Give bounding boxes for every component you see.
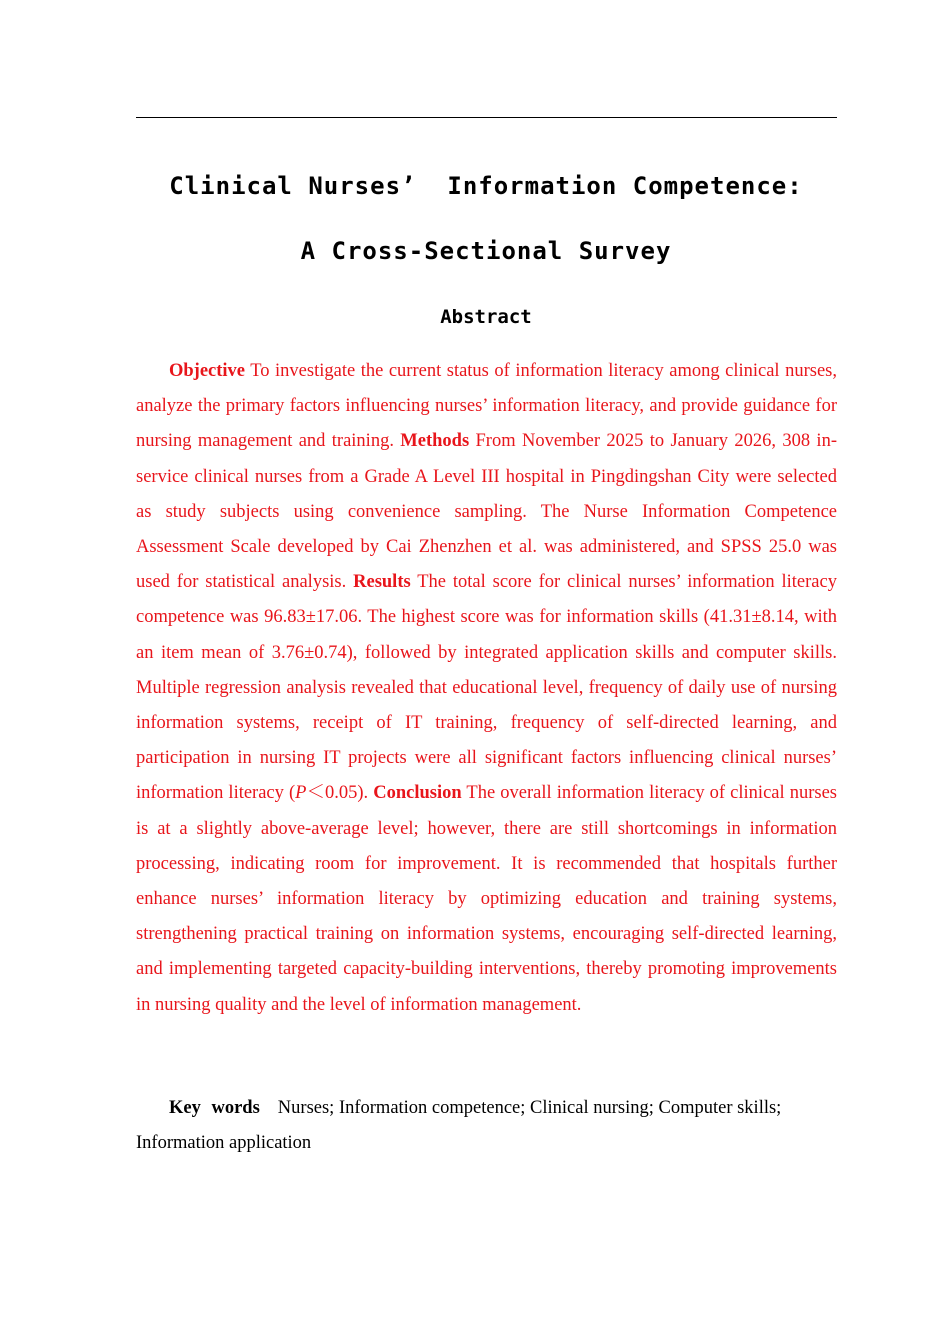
keywords	[136, 1091, 837, 1161]
conclusion-text: The overall information literacy of clinical nurses is at a slightly above-average level; however, there are still shortcomings in information processing, indicating room for improvement. It is recommended that hospitals further enhance nurses’ information literacy by optimizing education and training systems, strengthening practical training on information systems, encouraging self-directed learning, and implementing targeted capacity-building interventions, thereby promoting improvements in nursing quality and the level of information management.	[136, 783, 837, 1015]
results-text: The total score for clinical nurses’ information literacy competence was 96.83±17.06. The highest score was for information skills (41.31±8.14, with an item mean of 3.76±0.74), followed by integrated application skills and computer skills. Multiple regression analysis revealed that educational level, frequency of daily use of nursing information systems, receipt of IT training, frequency of self-directed learning, and participation in nursing IT projects were all significant factors influencing clinical nurses’ information literacy (	[136, 572, 837, 804]
abstract-heading: Abstract	[440, 306, 532, 328]
paper-title-line-2: A Cross-Sectional Survey	[300, 237, 672, 265]
objective-text: To investigate the current status of information literacy among clinical nurses, analyze the primary factors influencing nurses’ information literacy, and provide guidance for nursing management and training.	[136, 361, 837, 452]
header-rule	[136, 117, 837, 118]
objective-label: Objective	[169, 361, 246, 381]
keywords-text: Nurses; Information competence; Clinical nursing; Computer skills; Information application	[136, 1098, 782, 1154]
methods-text: From November 2025 to January 2026, 308 in-service clinical nurses from a Grade A Level III hospital in Pingdingshan City were selected as study subjects using convenience sampling. The Nurse Information Competence Assessment Scale developed by Cai Zhenzhen et al. was administered, and SPSS 25.0 was used for statistical analysis.	[136, 431, 837, 593]
methods-label: Methods	[400, 431, 470, 452]
abstract-body	[136, 354, 837, 1023]
p-symbol: P	[295, 783, 307, 804]
p-value: ＜0.05).	[306, 783, 374, 804]
conclusion-label: Conclusion	[373, 783, 462, 804]
keywords-label: Key words	[169, 1098, 260, 1118]
results-label: Results	[353, 572, 411, 593]
paper-title-line-1: Clinical Nurses’ Information Competence:	[169, 172, 803, 200]
